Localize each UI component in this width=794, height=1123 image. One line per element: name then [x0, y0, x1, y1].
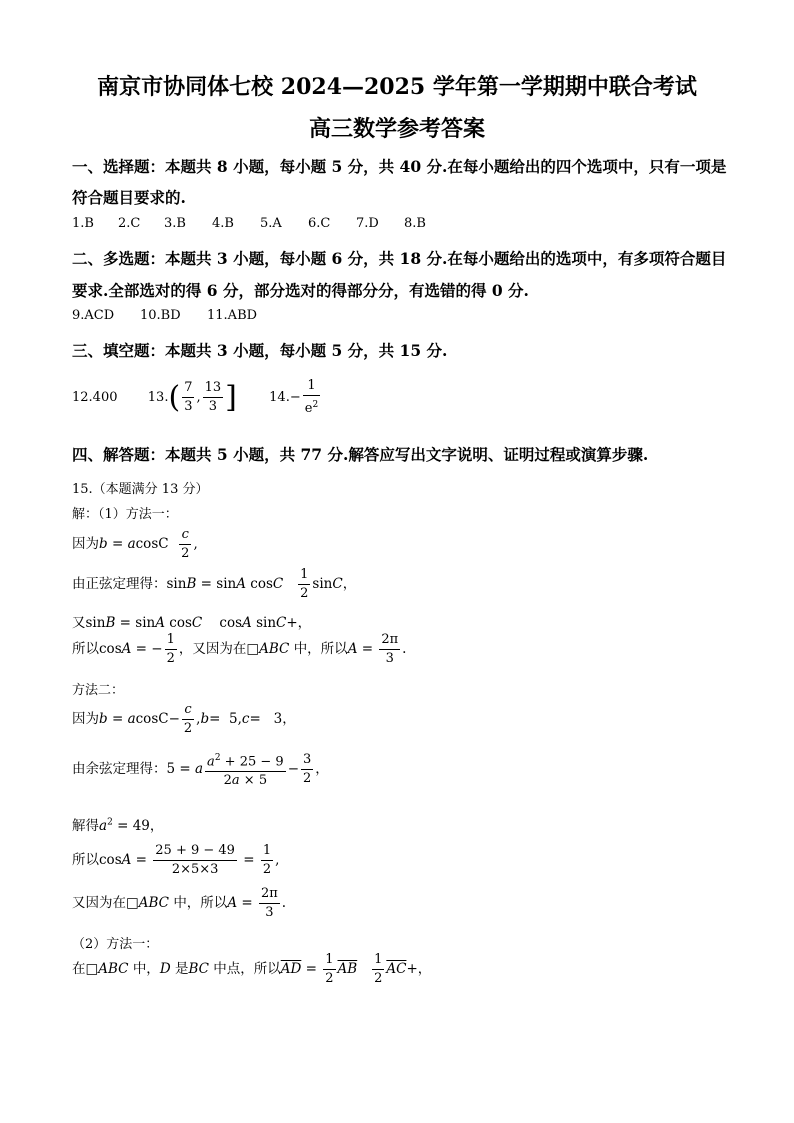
- answer-14-prefix: 14.: [269, 390, 290, 406]
- math-line: 由余弦定理得：5 = a $\frac{a^2 + 25 - 9}{2a \times 5}$ − $\frac{3}{2}$ ，: [72, 750, 329, 789]
- fraction: $\frac{7}{3}$: [184, 380, 193, 415]
- answer-item: 9.ACD: [72, 308, 115, 323]
- math-line: 所以cosA = $\frac{25 + 9 - 49}{2\times 5\times 3}$ = $\frac{1}{2}$ ,: [72, 843, 280, 877]
- open-paren: (: [168, 380, 181, 416]
- section1-heading-line1: 一、选择题：本题共 8 小题，每小题 5 分，共 40 分.在每小题给出的四个选项中，只有一项是: [72, 157, 727, 176]
- math-line: 由正弦定理得：sinB = sinA cosC $\frac{1}{2}$ sinC，: [72, 567, 357, 601]
- section3-answers: 12.400 13.( $\frac{7}{3}$ , $\frac{13}{3}$ ] 14.− $\frac{1}{e^2}$: [72, 378, 319, 417]
- answer-12: 12.400: [72, 390, 118, 406]
- section3-heading: 三、填空题：本题共 3 小题，每小题 5 分，共 15 分.: [72, 341, 448, 360]
- section4-heading: 四、解答题：本题共 5 小题，共 77 分.解答应写出文字说明、证明过程或演算步骤.: [72, 445, 649, 464]
- answer-item: 5.A: [260, 216, 282, 231]
- fraction: $\frac{1}{e^2}$: [304, 378, 319, 417]
- close-bracket: ]: [225, 380, 237, 416]
- q15-part1-method1: 解：（1）方法一：: [72, 507, 178, 522]
- math-line: 在□ABC 中，D 是BC 中点，所以$\overline{AD}$ = $\frac{1}{2}$ $\overline{AB}$ $\frac{1}{2}$ $\overline{AC}+$，: [72, 952, 432, 986]
- section1-heading-line2: 符合题目要求的.: [72, 188, 186, 207]
- section2-heading-line2: 要求.全部选对的得 6 分，部分选对的得部分分，有选错的得 0 分.: [72, 281, 529, 300]
- section1-answers: [72, 216, 452, 231]
- answer-item: 10.BD: [140, 308, 181, 323]
- answer-item: 4.B: [212, 216, 234, 231]
- q15-title: 15.（本题满分 13 分）: [72, 482, 209, 497]
- math-line: 又sinB = sinA cosC cosA sinC+，: [72, 615, 312, 631]
- answer-item: 1.B: [72, 216, 94, 231]
- math-line: 又因为在□ABC 中，所以A = $\frac{2\pi}{3}$ .: [72, 886, 287, 920]
- answer-item: 7.D: [356, 216, 379, 231]
- answer-item: 3.B: [164, 216, 186, 231]
- math-line: 因为b = acosC $\frac{c}{2}$ ,: [72, 527, 198, 561]
- section2-heading-line1: 二、多选题：本题共 3 小题，每小题 6 分，共 18 分.在每小题给出的选项中，有多项符合题目: [72, 249, 727, 268]
- method2-label: 方法二：: [72, 683, 125, 698]
- math-line: 解得$a^2 = 49$，: [72, 817, 164, 834]
- answer-13-prefix: 13.: [147, 390, 169, 406]
- answer-item: 11.ABD: [207, 308, 258, 323]
- page-title: 南京市协同体七校 2024—2025 学年第一学期期中联合考试: [97, 74, 697, 100]
- answer-item: 6.C: [308, 216, 331, 231]
- answer-item: 2.C: [118, 216, 141, 231]
- fraction: $\frac{13}{3}$: [204, 380, 222, 415]
- math-line: 所以cosA = − $\frac{1}{2}$ ，又因为在□ABC 中，所以A = $\frac{2\pi}{3}$ .: [72, 632, 407, 666]
- answer-item: 8.B: [404, 216, 426, 231]
- page-subtitle: 高三数学参考答案: [308, 116, 485, 142]
- section2-answers: [72, 308, 267, 323]
- math-line: 因为b = acosC− $\frac{c}{2}$ ,b= 5,c= 3，: [72, 702, 296, 736]
- part2-method1: （2）方法一：: [72, 937, 159, 952]
